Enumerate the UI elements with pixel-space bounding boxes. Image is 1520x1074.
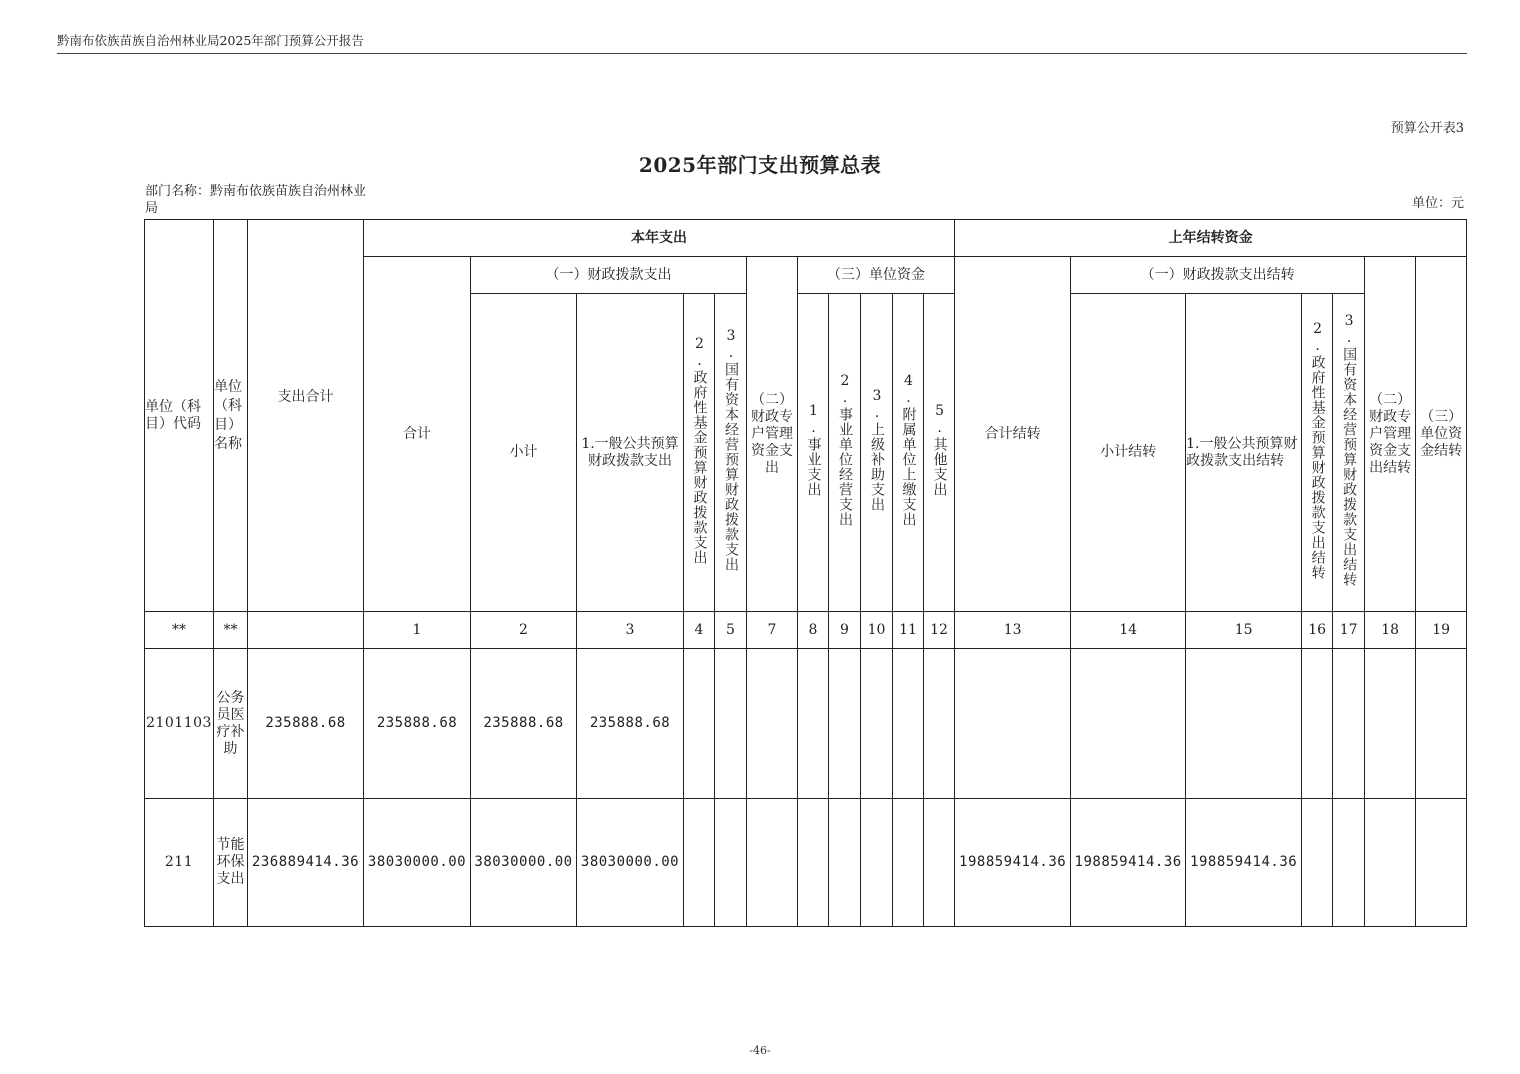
col-header-co-total: 合计结转 xyxy=(955,257,1071,612)
index-cell: 10 xyxy=(861,612,893,649)
row-cur-general: 235888.68 xyxy=(577,649,684,799)
empty-cell xyxy=(893,649,924,799)
subgroup-fiscal: （一）财政拨款支出 xyxy=(471,257,747,294)
row-cur-subtotal: 38030000.00 xyxy=(471,799,577,927)
index-cell: 16 xyxy=(1302,612,1333,649)
department-name: 部门名称：黔南布依族苗族自治州林业局 xyxy=(145,184,367,216)
empty-cell xyxy=(1365,649,1416,799)
vertical-label: 2.政府性基金预算财政拨款支出结转 xyxy=(1309,320,1326,580)
table-row xyxy=(145,799,1467,927)
index-cell: ** xyxy=(145,612,214,649)
row-total: 235888.68 xyxy=(248,649,364,799)
group-current-year: 本年支出 xyxy=(364,220,955,257)
table-number: 预算公开表3 xyxy=(1390,121,1464,136)
vertical-label: 2.政府性基金预算财政拨款支出 xyxy=(691,335,708,565)
row-cur-total: 235888.68 xyxy=(364,649,471,799)
row-co-general xyxy=(1186,649,1302,799)
empty-cell xyxy=(924,649,955,799)
empty-cell xyxy=(798,649,829,799)
col-header-co-general: 1.一般公共预算财政拨款支出结转 xyxy=(1186,294,1302,612)
col-header-unit-2 xyxy=(829,294,861,612)
empty-cell xyxy=(829,649,861,799)
empty-cell xyxy=(715,799,747,927)
index-cell: 7 xyxy=(747,612,798,649)
vertical-label: 4.附属单位上缴支出 xyxy=(900,373,917,527)
row-co-subtotal: 198859414.36 xyxy=(1071,799,1186,927)
row-code: 211 xyxy=(145,799,214,927)
empty-cell xyxy=(684,799,715,927)
index-cell: 2 xyxy=(471,612,577,649)
col-header-co-subtotal: 小计结转 xyxy=(1071,294,1186,612)
vertical-label: 1.事业支出 xyxy=(805,403,822,497)
index-cell: 12 xyxy=(924,612,955,649)
running-header: 黔南布依族苗族自治州林业局2025年部门预算公开报告 xyxy=(57,33,364,48)
index-cell: ** xyxy=(214,612,248,649)
col-header-co-special: （二）财政专户管理资金支出结转 xyxy=(1365,257,1416,612)
col-header-cur-subtotal: 小计 xyxy=(471,294,577,612)
col-header-unit-5 xyxy=(924,294,955,612)
empty-cell xyxy=(861,799,893,927)
index-cell: 13 xyxy=(955,612,1071,649)
header-divider xyxy=(57,53,1467,54)
empty-cell xyxy=(1333,799,1365,927)
empty-cell xyxy=(715,649,747,799)
index-cell: 15 xyxy=(1186,612,1302,649)
empty-cell xyxy=(1302,799,1333,927)
empty-cell xyxy=(861,649,893,799)
page-number: -46- xyxy=(749,1044,771,1057)
index-cell: 17 xyxy=(1333,612,1365,649)
index-cell: 3 xyxy=(577,612,684,649)
empty-cell xyxy=(747,649,798,799)
index-cell: 5 xyxy=(715,612,747,649)
index-cell: 1 xyxy=(364,612,471,649)
group-carryover: 上年结转资金 xyxy=(955,220,1467,257)
row-name: 公务员医疗补助 xyxy=(214,649,248,799)
row-co-total xyxy=(955,649,1071,799)
page-title: 2025年部门支出预算总表 xyxy=(638,153,882,177)
col-header-cur-general: 1.一般公共预算财政拨款支出 xyxy=(577,294,684,612)
row-cur-general: 38030000.00 xyxy=(577,799,684,927)
vertical-label: 2.事业单位经营支出 xyxy=(837,373,853,527)
empty-cell xyxy=(798,799,829,927)
empty-cell xyxy=(893,799,924,927)
vertical-label: 3.国有资本经营预算财政拨款支出结转 xyxy=(1341,313,1358,587)
col-header-special-account: （二）财政专户管理资金支出 xyxy=(747,257,798,612)
empty-cell xyxy=(1416,649,1467,799)
row-co-general: 198859414.36 xyxy=(1186,799,1302,927)
index-cell: 9 xyxy=(829,612,861,649)
index-cell: 4 xyxy=(684,612,715,649)
empty-cell xyxy=(1416,799,1467,927)
empty-cell xyxy=(684,649,715,799)
col-header-code: 单位（科目）代码 xyxy=(145,220,214,612)
col-header-co-state-capital xyxy=(1333,294,1365,612)
index-cell: 14 xyxy=(1071,612,1186,649)
index-cell: 18 xyxy=(1365,612,1416,649)
row-name: 节能环保支出 xyxy=(214,799,248,927)
subgroup-unit-funds: （三）单位资金 xyxy=(798,257,955,294)
col-header-cur-total: 合计 xyxy=(364,257,471,612)
empty-cell xyxy=(747,799,798,927)
col-header-name: 单位（科目）名称 xyxy=(214,220,248,612)
empty-cell xyxy=(1302,649,1333,799)
col-header-unit-4 xyxy=(893,294,924,612)
column-index-row xyxy=(145,612,1467,649)
col-header-co-gov-fund xyxy=(1302,294,1333,612)
col-header-co-unit: （三）单位资金结转 xyxy=(1416,257,1467,612)
index-cell xyxy=(248,612,364,649)
col-header-cur-state-capital xyxy=(715,294,747,612)
vertical-label: 5.其他支出 xyxy=(931,403,948,497)
row-co-subtotal xyxy=(1071,649,1186,799)
index-cell: 8 xyxy=(798,612,829,649)
vertical-label: 3.上级补助支出 xyxy=(869,388,885,512)
row-total: 236889414.36 xyxy=(248,799,364,927)
col-header-total: 支出合计 xyxy=(248,220,364,612)
row-co-total: 198859414.36 xyxy=(955,799,1071,927)
empty-cell xyxy=(1365,799,1416,927)
empty-cell xyxy=(924,799,955,927)
vertical-label: 3.国有资本经营预算财政拨款支出 xyxy=(723,328,739,572)
col-header-unit-1 xyxy=(798,294,829,612)
col-header-unit-3 xyxy=(861,294,893,612)
row-code: 2101103 xyxy=(145,649,214,799)
expenditure-budget-table xyxy=(144,219,1467,927)
table-row xyxy=(145,649,1467,799)
subgroup-co-fiscal: （一）财政拨款支出结转 xyxy=(1071,257,1365,294)
empty-cell xyxy=(829,799,861,927)
unit-label: 单位：元 xyxy=(1411,196,1464,211)
index-cell: 11 xyxy=(893,612,924,649)
row-cur-total: 38030000.00 xyxy=(364,799,471,927)
col-header-cur-gov-fund xyxy=(684,294,715,612)
index-cell: 19 xyxy=(1416,612,1467,649)
row-cur-subtotal: 235888.68 xyxy=(471,649,577,799)
empty-cell xyxy=(1333,649,1365,799)
